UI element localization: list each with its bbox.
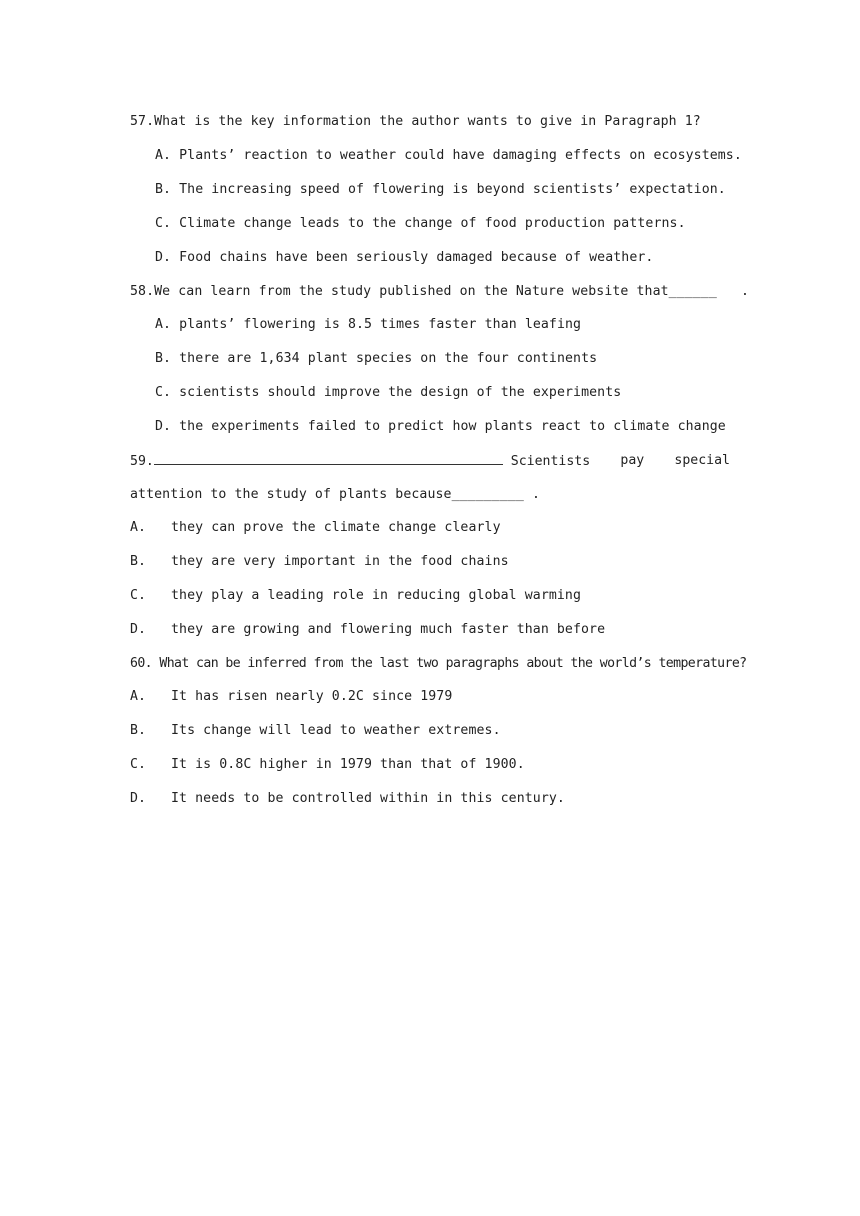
question-59-word-special: special — [674, 453, 730, 468]
question-59-stem-line2: attention to the study of plants because_________ . — [130, 487, 541, 502]
question-60-option-b: B. Its change will lead to weather extremes. — [130, 723, 501, 738]
question-59-option-d: D. they are growing and flowering much faster than before — [130, 622, 606, 637]
question-60-option-a: A. It has risen nearly 0.2C since 1979 — [130, 689, 453, 704]
question-57-option-b: B. The increasing speed of flowering is beyond scientists’ expectation. — [155, 182, 726, 197]
question-59-option-a: A. they can prove the climate change clearly — [130, 520, 501, 535]
answer-blank — [154, 452, 503, 465]
question-57-option-d: D. Food chains have been seriously damaged because of weather. — [155, 250, 654, 265]
question-57-option-c: C. Climate change leads to the change of food production patterns. — [155, 216, 686, 231]
question-58-stem: 58.We can learn from the study published on the Nature website that______ . — [130, 284, 750, 299]
question-57-stem: 57.What is the key information the author wants to give in Paragraph 1? — [130, 114, 701, 129]
question-60-stem: 60. What can be inferred from the last two paragraphs about the world’s temperature? — [130, 656, 747, 671]
question-58-option-b: B. there are 1,634 plant species on the four continents — [155, 351, 598, 366]
question-59-word-pay: pay — [620, 453, 645, 468]
question-57-option-a: A. Plants’ reaction to weather could have damaging effects on ecosystems. — [155, 148, 742, 163]
question-58-option-d: D. the experiments failed to predict how plants react to climate change — [155, 419, 726, 434]
question-59-option-c: C. they play a leading role in reducing global warming — [130, 588, 582, 603]
question-58-option-c: C. scientists should improve the design of the experiments — [155, 385, 622, 400]
question-60-option-c: C. It is 0.8C higher in 1979 than that of 1900. — [130, 757, 525, 772]
question-60-option-d: D. It needs to be controlled within in this century. — [130, 791, 565, 806]
question-59-number-and-blank: 59. Scientists — [130, 454, 591, 469]
question-59-option-b: B. they are very important in the food chains — [130, 554, 509, 569]
question-58-option-a: A. plants’ flowering is 8.5 times faster than leafing — [155, 317, 582, 332]
question-59-stem-line1 — [130, 452, 730, 471]
